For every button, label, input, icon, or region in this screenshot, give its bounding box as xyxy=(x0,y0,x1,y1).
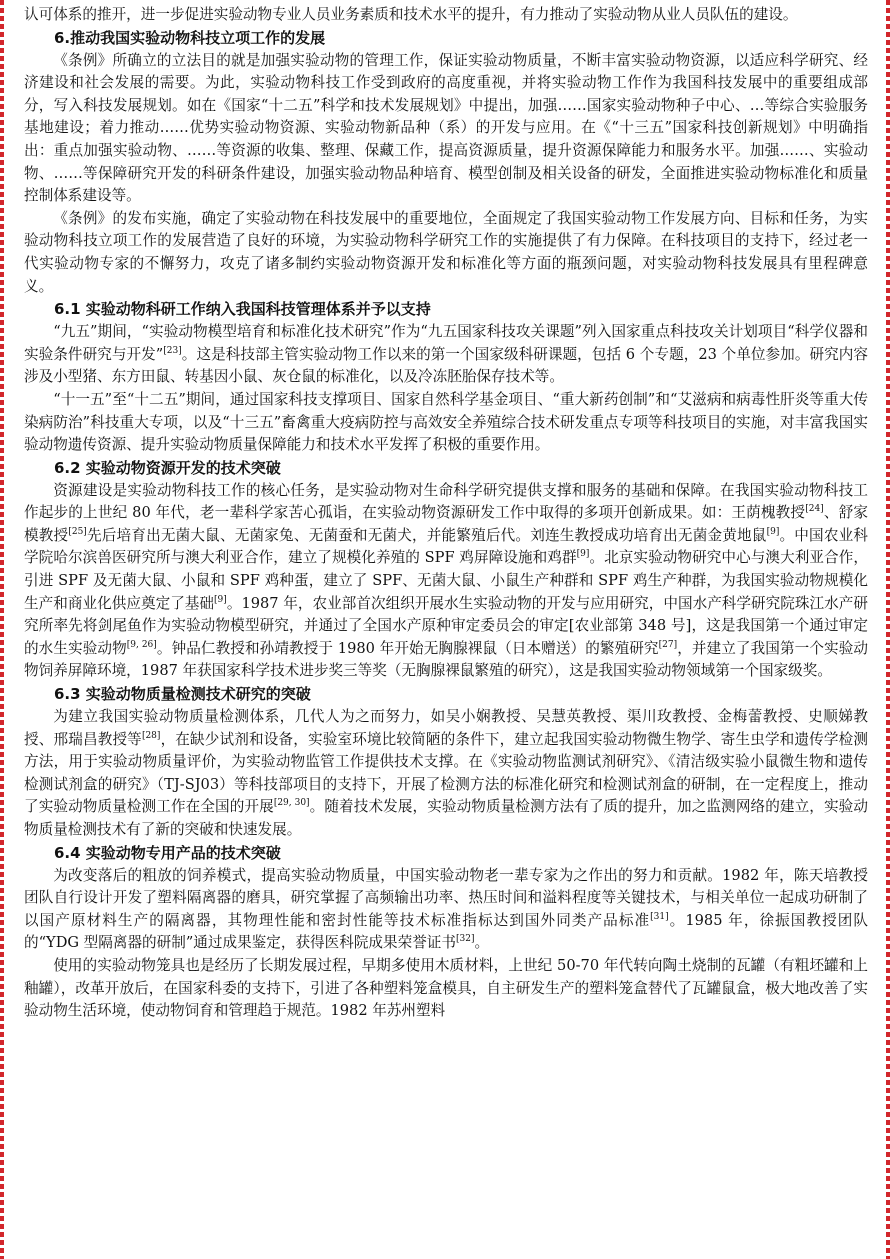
paragraph-text: 资源建设是实验动物科技工作的核心任务，是实验动物对生命科学研究提供支撑和服务的基础和保障。在我国实验动物科技工作起步的上世纪 80 年代，老一辈科学家苦心孤诣，在实验动物资源研发工作中取得的多项开创新成果。如：王荫槐教授 xyxy=(24,481,868,522)
paragraph-text: ，并建立了我国第一个实验动物饲养屏障环境，1987 年获国家科学技术进步奖三等奖（无胸腺裸鼠繁殖的研究），这是我国实验动物领域第一个国家级奖。 xyxy=(24,639,868,680)
citation-reference: [27] xyxy=(658,639,678,650)
section-heading: 6.3 实验动物质量检测技术研究的突破 xyxy=(54,685,311,704)
left-decorative-border xyxy=(0,0,4,1259)
body-paragraph xyxy=(24,706,868,842)
paragraph-text: 。 xyxy=(474,934,490,952)
body-paragraph xyxy=(24,208,868,298)
paragraph-text: 认可体系的推开，进一步促进实验动物专业人员业务素质和技术水平的提升，有力推动了实验动物从业人员队伍的建设。 xyxy=(24,6,798,23)
paragraph-text: 《条例》的发布实施，确定了实验动物在科技发展中的重要地位，全面规定了我国实验动物工作发展方向、目标和任务，为实验动物科技立项工作的发展营造了良好的环境，为实验动物科学研究工作的实施提供了有力保障。在科技项目的支持下，经过老一代实验动物专家的不懈努力，攻克了诸多制约实验动物资源开发和标准化等方面的瓶颈问题，对实验动物科技发展具有里程碑意义。 xyxy=(24,209,868,295)
citation-reference: [29, 30] xyxy=(273,798,310,809)
body-paragraph xyxy=(24,865,868,955)
body-paragraph xyxy=(24,955,868,1023)
paragraph-text: “十一五”至“十二五”期间，通过国家科技支撑项目、国家自然科学基金项目、“重大新药创制”和“艾滋病和病毒性肝炎等重大传染病防治”科技重大专项，以及“十三五”畜禽重大疫病防控与高效安全养殖综合技术研发重点专项等科技项目的实施，对丰富我国实验动物遗传资源、提升实验动物质量保障能力和技术水平发挥了积极的重要作用。 xyxy=(24,390,868,454)
citation-reference: [28] xyxy=(141,730,161,741)
citation-reference: [31] xyxy=(650,911,669,922)
body-paragraph xyxy=(24,480,868,683)
body-paragraph xyxy=(24,389,868,457)
paragraph-text: 使用的实验动物笼具也是经历了长期发展过程，早期多使用木质材料，上世纪 50-70 年代转向陶土烧制的瓦罐（有粗坯罐和上釉罐），改革开放后，在国家科委的支持下，引进了各种塑料笼盒模具，自主研发生产的塑料笼盒替代了瓦罐鼠盒，极大地改善了实验动物生活环境，使动物饲育和管理趋于规范。1982 年苏州塑料 xyxy=(24,956,868,1020)
citation-reference: [24] xyxy=(805,504,824,515)
paragraph-text: 。钟品仁教授和孙靖教授于 1980 年开始无胸腺裸鼠（日本赠送）的繁殖研究 xyxy=(156,639,659,657)
paragraph-text: 。随着技术发展，实验动物质量检测方法有了质的提升，加之监测网络的建立，实验动物质量检测技术有了新的突破和快速发展。 xyxy=(24,798,868,838)
paragraph-text: ，在缺少试剂和设备，实验室环境比较简陋的条件下，建立起我国实验动物微生物学、寄生虫学和遗传学检测方法，用于实验动物质量评价，为实验动物监管工作提供技术支撑。在《实验动物监测试剂研究》、《清洁级实验小鼠微生物和遗传检测试剂盒的研究》（TJ-SJ03）等科技部项目的支持下，开展了检测方法的标准化研究和检测试剂盒的研制，在一定程度上，推动了实验动物质量检测工作在全国的开展 xyxy=(24,730,868,816)
citation-reference: [9] xyxy=(214,594,227,605)
paragraph-text: “九五”期间，“实验动物模型培育和标准化技术研究”作为“九五国家科技攻关课题”列入国家重点科技攻关计划项目“科学仪器和实验条件研究与开发” xyxy=(24,323,868,363)
paragraph-text: 。这是科技部主管实验动物工作以来的第一个国家级科研课题，包括 6 个专题，23 个单位参加。研究内容涉及小型猪、东方田鼠、转基因小鼠、灰仓鼠的标准化，以及冷冻胚胎保存技术等。 xyxy=(24,345,868,386)
body-paragraph xyxy=(24,321,868,389)
body-paragraph xyxy=(24,50,868,208)
citation-reference: [9, 26] xyxy=(126,639,157,650)
paragraph-text: 为建立我国实验动物质量检测体系，几代人为之而努力，如吴小娴教授、吴慧英教授、渠川玫教授、金梅蕾教授、史顺娣教授、邢瑞昌教授等 xyxy=(24,708,868,748)
paragraph-text: 先后培育出无菌大鼠、无菌家兔、无菌蚕和无菌犬，并能繁殖后代。刘连生教授成功培育出无菌金黄地鼠 xyxy=(86,526,767,544)
citation-reference: [9] xyxy=(576,549,590,560)
citation-reference: [32] xyxy=(456,934,475,945)
paragraph-text: 。1987 年，农业部首次组织开展水生实验动物的开发与应用研究，中国水产科学研究院珠江水产研究所率先将剑尾鱼作为实验动物模型研究，并通过了全国水产原种审定委员会的审定[农业部第 348 号]，这是我国第一个通过审定的水生实验动物 xyxy=(24,594,868,657)
paragraph-text: 、舒家模教授 xyxy=(24,504,868,544)
paragraph-text: 《条例》所确立的立法目的就是加强实验动物的管理工作，保证实验动物质量，不断丰富实验动物资源，以适应科学研究、经济建设和社会发展的需要。为此，实验动物科技工作受到政府的高度重视，并将实验动物工作作为我国科技发展中的重要组成部分，写入科技发展规划。如在《国家“十二五”科学和技术发展规划》中提出，加强……国家实验动物种子中心、…等综合实验服务基地建设；着力推动……优势实验动物资源、实验动物新品种（系）的开发与应用。在《“十三五”国家科技创新规划》中明确指出：重点加强实验动物、……等资源的收集、整理、保藏工作，提高资源质量，提升资源保障能力和服务水平。加强……、实验动物、……等保障研究开发的科研条件建设，加强实验动物品种培育、模型创制及相关设备的研发，全面推进实验动物标准化和质量控制体系建设等。 xyxy=(24,51,868,205)
body-paragraph xyxy=(24,4,868,27)
paragraph-text: 为改变落后的粗放的饲养模式，提高实验动物质量，中国实验动物老一辈专家为之作出的努力和贡献。1982 年，陈天培教授团队自行设计开发了塑料隔离器的磨具，研究掌握了高频输出功率、热压时间和溢料程度等关键技术，与相关单位一起成功研制了以国产原材料生产的隔离器，其物理性能和密封性能等技术标准指标达到国外同类产品标准 xyxy=(24,866,868,929)
paragraph-text: 。中国农业科学院哈尔滨兽医研究所与澳大利亚合作，建立了规模化养殖的 SPF 鸡屏障设施和鸡群 xyxy=(24,526,868,567)
article-body xyxy=(24,4,868,1023)
section-heading: 6.4 实验动物专用产品的技术突破 xyxy=(54,843,281,862)
citation-reference: [23] xyxy=(163,345,182,356)
right-decorative-border xyxy=(886,0,890,1259)
paragraph-text: 。1985 年，徐振国教授团队的“YDG 型隔离器的研制”通过成果鉴定，获得医科院成果荣誉证书 xyxy=(24,911,868,952)
citation-reference: [9] xyxy=(766,527,780,538)
paragraph-text: 。北京实验动物研究中心与澳大利亚合作，引进 SPF 及无菌大鼠、小鼠和 SPF 鸡种蛋，建立了 SPF、无菌大鼠、小鼠生产种群和 SPF 鸡生产种群，为我国实验动物规模化生产和商业化供应奠定了基础 xyxy=(24,549,868,612)
section-heading: 6.2 实验动物资源开发的技术突破 xyxy=(54,458,281,477)
section-heading: 6.1 实验动物科研工作纳入我国科技管理体系并予以支持 xyxy=(54,300,431,319)
citation-reference: [25] xyxy=(68,527,87,538)
section-heading: 6.推动我国实验动物科技立项工作的发展 xyxy=(54,28,326,47)
